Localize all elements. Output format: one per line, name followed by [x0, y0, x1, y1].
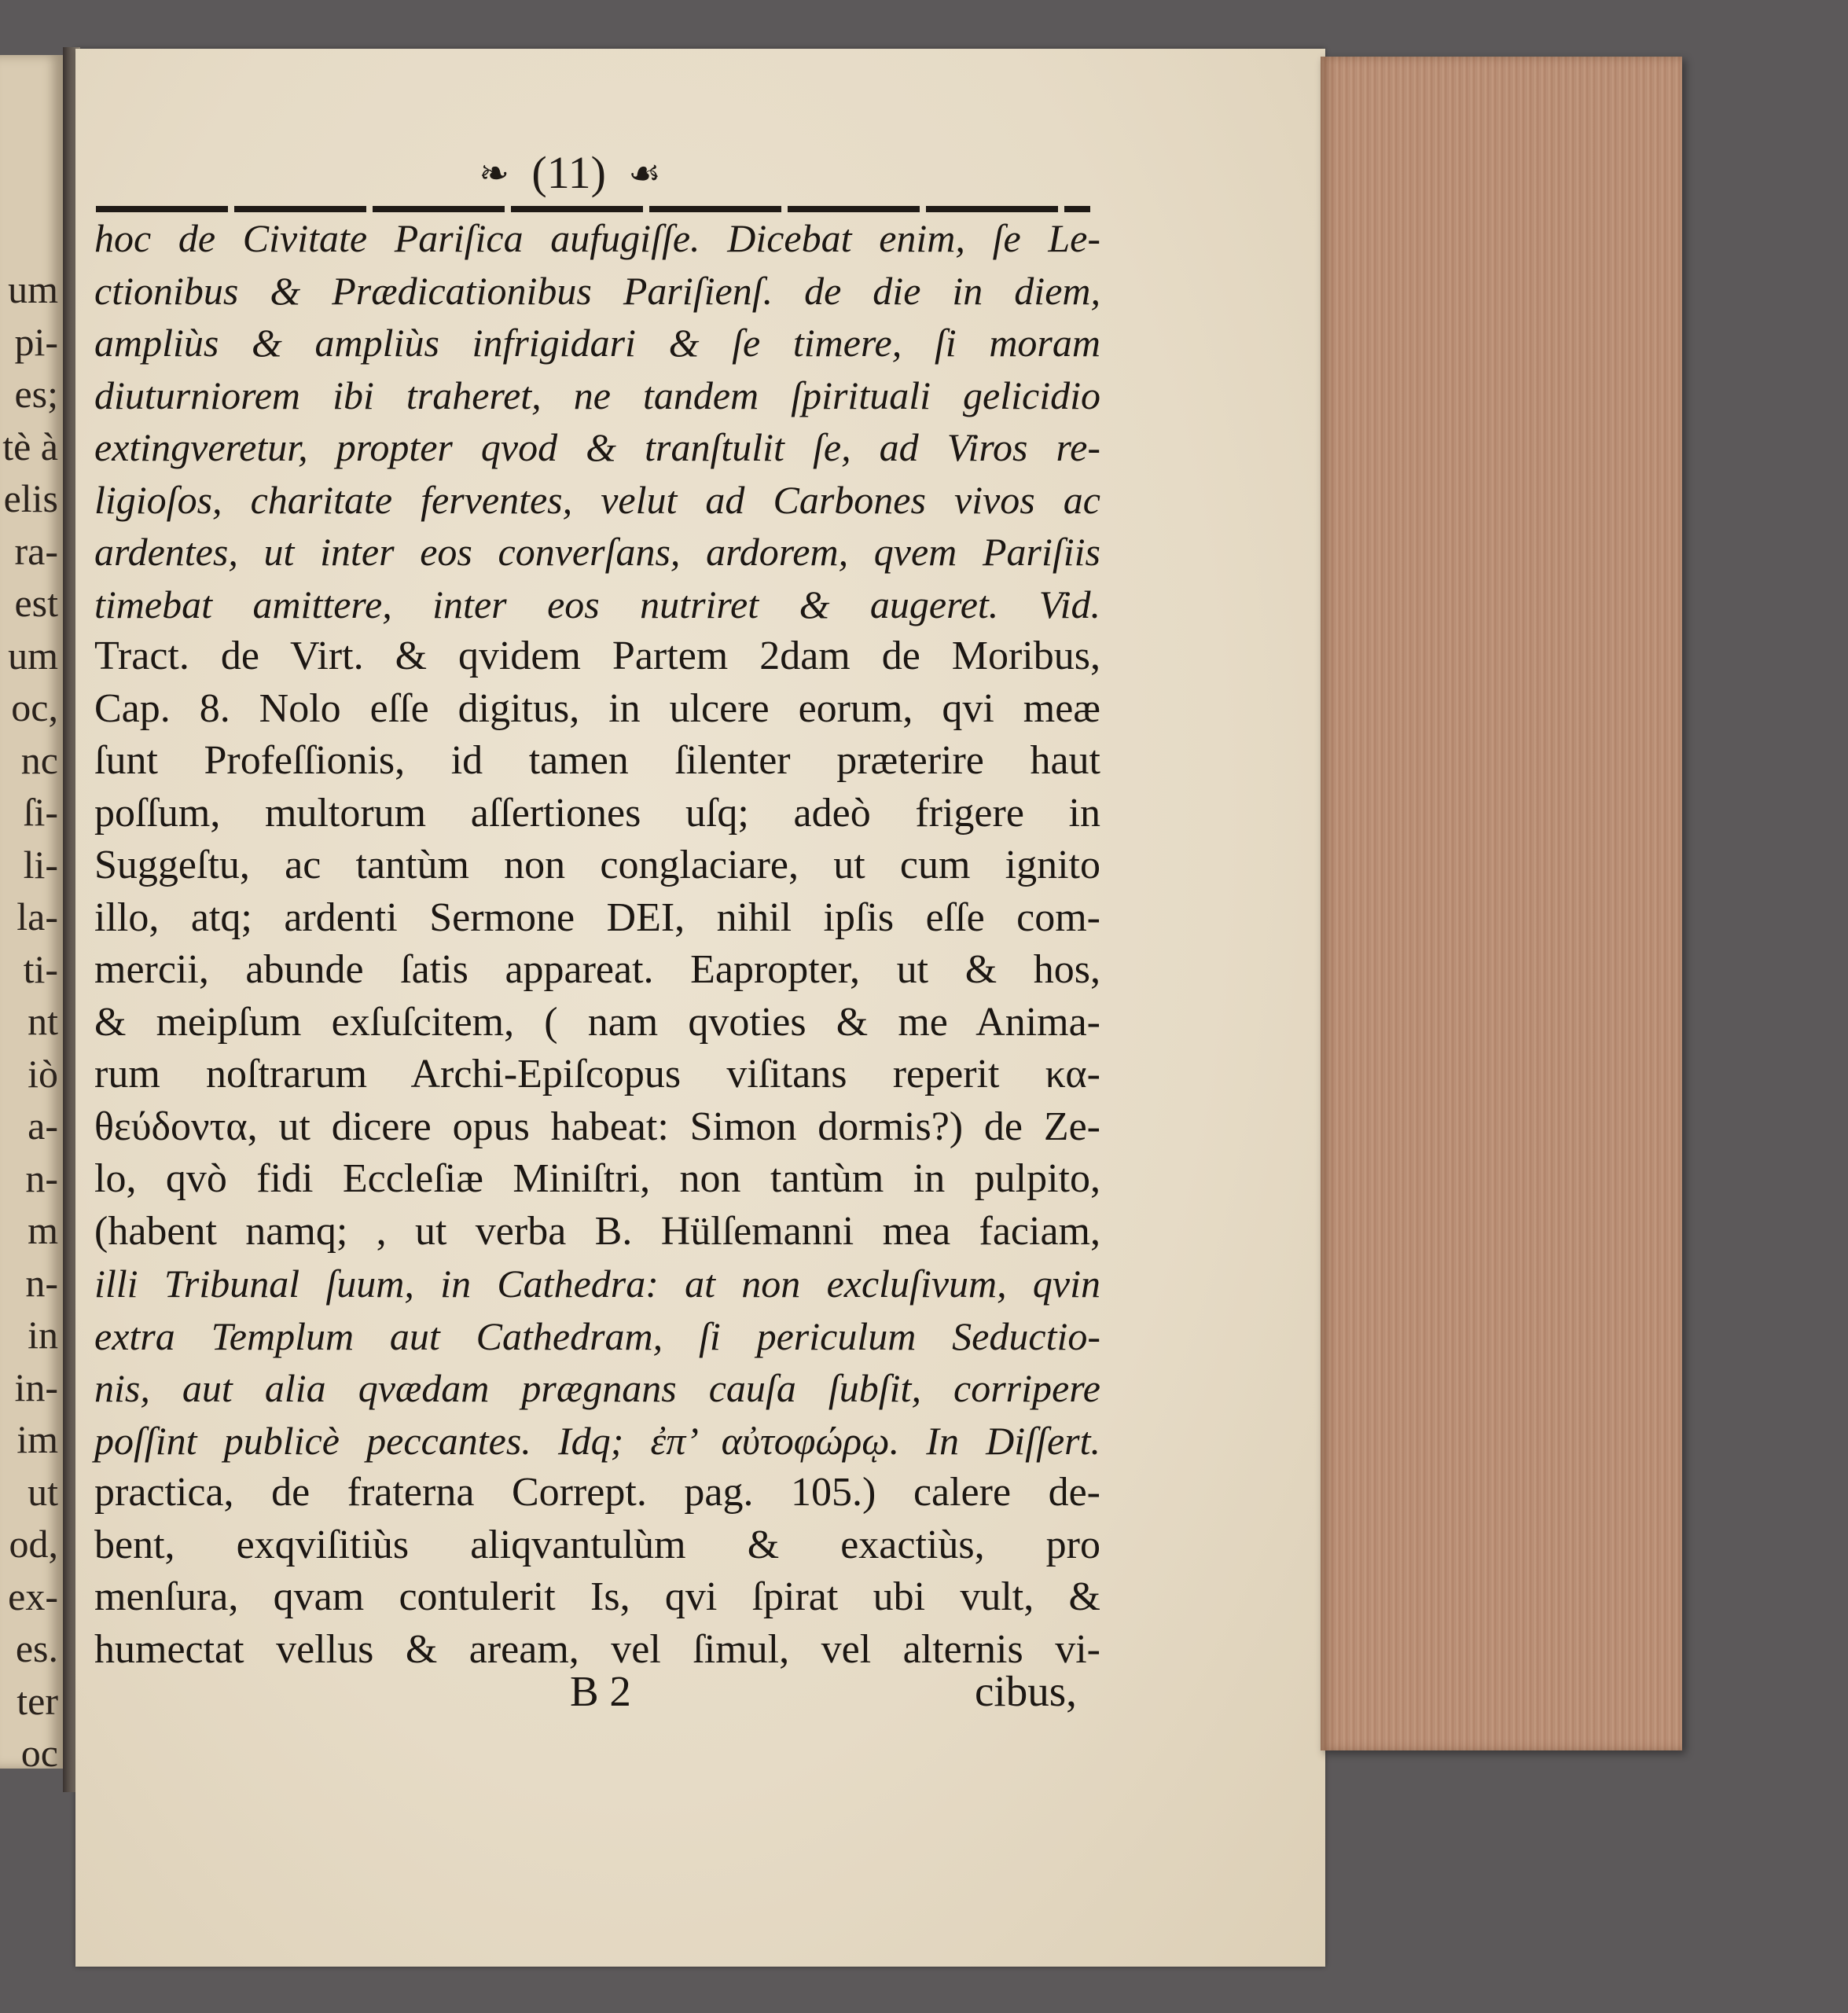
left-fragment: es. [15, 1626, 58, 1670]
left-fragment: nt [28, 999, 58, 1043]
left-fragment: a- [28, 1104, 58, 1148]
text-line: mercii, abunde ſatis appareat. Eapropter, ut & hos, [94, 947, 1100, 992]
left-fragment: ter [17, 1678, 58, 1723]
page-header [440, 141, 700, 197]
text-line: ardentes, ut inter eos converſans, ardorem, qvem Pariſiis [94, 530, 1100, 574]
text-line: Cap. 8. Nolo eſſe digitus, in ulcere eorum, qvi meæ [94, 685, 1100, 731]
left-fragment: um [8, 267, 58, 311]
text-line: ampliùs & ampliùs infrigidari & ſe timere, ſi moram [94, 321, 1100, 365]
page-number: (11) [531, 147, 606, 199]
right-ornament-icon: ☙ [628, 152, 661, 193]
text-line: lo, qvò fidi Eccleſiæ Miniſtri, non tantùm in pulpito, [94, 1156, 1100, 1201]
left-fragment: ex- [8, 1574, 58, 1618]
left-fragment: pi- [14, 319, 58, 364]
text-line: illo, atq; ardenti Sermone DEI, nihil ipſis eſſe com- [94, 894, 1100, 940]
page-fore-edge [1321, 57, 1682, 1750]
left-ornament-icon: ❧ [479, 152, 509, 193]
left-fragment: est [14, 581, 58, 625]
left-fragment: li- [23, 842, 58, 887]
left-fragment: in- [14, 1365, 58, 1409]
body-text [94, 212, 1100, 1676]
text-line: Suggeſtu, ac tantùm non conglaciare, ut cum ignito [94, 843, 1100, 887]
text-line: timebat amittere, inter eos nutriret & augeret. Vid. [94, 582, 1100, 626]
text-line: (habent namq; , ut verba B. Hülſemanni mea faciam, [94, 1208, 1100, 1254]
left-fragment: ti- [23, 946, 58, 991]
left-fragment: ut [28, 1469, 58, 1514]
left-fragment: ra- [14, 528, 58, 573]
text-line: poſſint publicè peccantes. Idq; ἐπ’ αὐτοφώρῳ. In Diſſert. [94, 1418, 1100, 1463]
left-fragment: oc, [11, 685, 58, 729]
left-page-text-fragments [2, 263, 63, 1780]
left-fragment: in [28, 1313, 58, 1357]
text-line: Tract. de Virt. & qvidem Partem 2dam de Moribus, [94, 634, 1100, 678]
text-line: extingveretur, propter qvod & tranſtulit ſe, ad Viros re- [94, 425, 1100, 469]
left-fragment: ſi- [23, 790, 58, 834]
left-fragment: n- [25, 1260, 58, 1305]
left-fragment: es; [14, 372, 58, 416]
left-fragment: elis [3, 476, 58, 520]
left-fragment: tè à [2, 424, 58, 468]
left-page-edge [0, 55, 63, 1775]
text-line: illi Tribunal ſuum, in Cathedra: at non excluſivum, qvin [94, 1262, 1100, 1306]
text-line: ſunt Profeſſionis, id tamen ſilenter præterire haut [94, 738, 1100, 783]
signature-mark: B 2 [570, 1667, 631, 1715]
text-line: poſſum, multorum aſſertiones uſq; adeò frigere in [94, 790, 1100, 836]
text-line: nis, aut alia qvædam prægnans cauſa ſubſit, corripere [94, 1366, 1100, 1410]
header-rule [96, 206, 1090, 212]
left-fragment: oc [20, 1731, 58, 1775]
left-fragment: la- [17, 894, 58, 939]
text-line: θεύδοντα, ut dicere opus habeat: Simon dormis?) de Ze- [94, 1104, 1100, 1149]
text-line: rum noſtrarum Archi-Epiſcopus viſitans reperit κα- [94, 1052, 1100, 1096]
left-fragment: nc [20, 737, 58, 782]
text-line: ligioſos, charitate ferventes, velut ad Carbones vivos ac [94, 477, 1100, 522]
left-fragment: iò [28, 1051, 58, 1096]
text-line: & meipſum exſuſcitem, ( nam qvoties & me Anima- [94, 999, 1100, 1045]
text-line: bent, exqviſitiùs aliqvantulùm & exactiùs, pro [94, 1522, 1100, 1567]
text-line: hoc de Civitate Pariſica aufugiſſe. Dicebat enim, ſe Le- [94, 216, 1100, 260]
text-line: practica, de fraterna Corrept. pag. 105.) calere de- [94, 1470, 1100, 1515]
text-line: ctionibus & Prædicationibus Pariſienſ. de die in diem, [94, 268, 1100, 313]
left-fragment: um [8, 633, 58, 678]
catchword: cibus, [975, 1667, 1077, 1715]
text-line: humectat vellus & aream, vel ſimul, vel alternis vi- [94, 1626, 1100, 1672]
left-fragment: im [17, 1417, 58, 1461]
left-fragment: m [28, 1208, 58, 1252]
text-line: menſura, qvam contulerit Is, qvi ſpirat ubi vult, & [94, 1574, 1100, 1619]
left-fragment: od, [9, 1522, 58, 1566]
text-line: diuturniorem ibi traheret, ne tandem ſpirituali gelicidio [94, 373, 1100, 417]
text-line: extra Templum aut Cathedram, ſi periculum Seductio- [94, 1313, 1100, 1358]
left-fragment: n- [25, 1155, 58, 1200]
